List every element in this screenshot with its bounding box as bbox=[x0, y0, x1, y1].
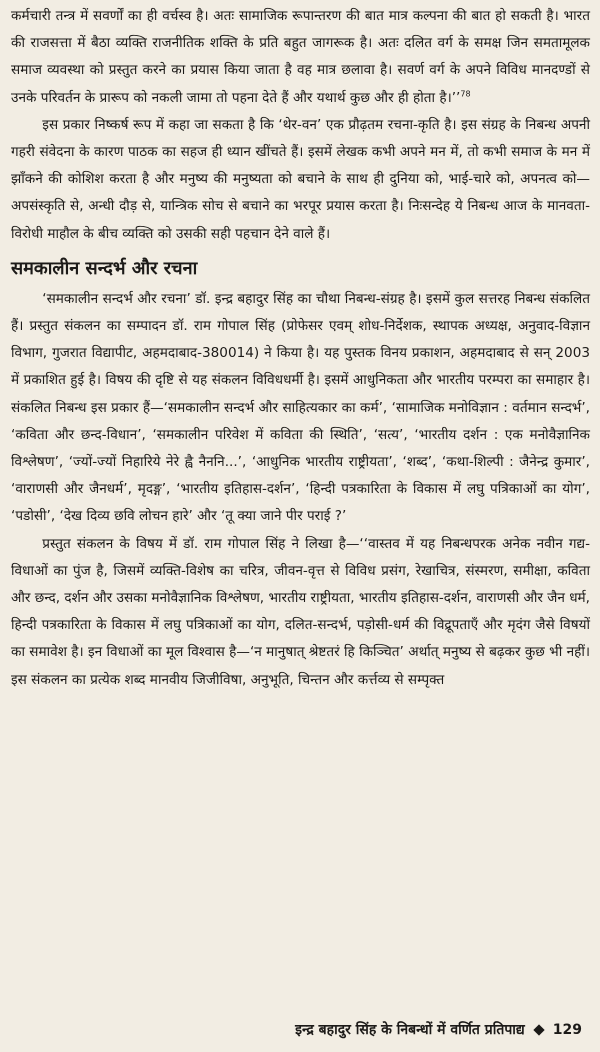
section-heading: समकालीन सन्दर्भ और रचना bbox=[11, 257, 198, 279]
footnote-marker: 78 bbox=[460, 89, 471, 99]
paragraph-3: ‘समकालीन सन्दर्भ और रचना’ डॉ. इन्द्र बहादुर सिंह का चौथा निबन्ध-संग्रह है। इसमें कुल सत्तरह निबन्ध संकलित हैं। प्रस्तुत संकलन का सम्पादन डॉ. राम गोपाल सिंह (प्रोफेसर एवम् शोध-निर्देशक, स्थापक अध्यक्ष, अनुवाद-विज्ञान विभाग, गुजरात विद्यापीट, अहमदाबाद-380014) ने किया है। यह पुस्तक विनय प्रकाशन, अहमदाबाद से सन् 2003 में प्रकाशित हुई है। विषय की दृष्टि से यह संकलन विविधधर्मी है। इसमें आधुनिकता और भारतीय परम्परा का समाहार है। संकलित निबन्ध इस प्रकार हैं—‘समकालीन सन्दर्भ और साहित्यकार का कर्म’, ‘सामाजिक मनोविज्ञान : वर्तमान सन्दर्भ’, ‘कविता और छन्द-विधान’, ‘समकालीन परिवेश में कविता की स्थिति’, ‘सत्य’, ‘भारतीय दर्शन : एक मनोवैज्ञानिक विश्लेषण’, ‘ज्यों-ज्यों निहारिये नेरे ह्वै नैननि...’, ‘आधुनिक भारतीय राष्ट्रीयता’, ‘शब्द’, ‘कथा-शिल्पी : जैनेन्द्र कुमार’, ‘वाराणसी और जैनधर्म’, मृदङ्ग’, ‘भारतीय इतिहास-दर्शन’, ‘हिन्दी पत्रकारिता के विकास में लघु पत्रिकाओं का योग’, ‘पडोसी’, ‘देख दिव्य छवि लोचन हारे’ और ‘तू क्या जाने पीर पराई ?’ bbox=[11, 290, 590, 525]
running-title: इन्द्र बहादुर सिंह के निबन्धों में वर्णित प्रतिपाद्य bbox=[295, 1022, 525, 1038]
diamond-icon bbox=[533, 1024, 544, 1035]
paragraph-1-text: कर्मचारी तन्त्र में सवर्णों का ही वर्चस्व है। अतः सामाजिक रूपान्तरण की बात मात्र कल्पना की बात हो सकती है। भारत की राजसत्ता में बैठा व्यक्ति राजनीतिक शक्ति के प्रति बहुत जागरूक है। अतः दलित वर्ग के समक्ष जिन समतामूलक समाज व्यवस्था को प्रस्तुत करने का प्रयास किया जाता है वह मात्र छलावा है। सवर्ण वर्ग के अपने विविध मानदण्डों से उनके परिवर्तन के प्रारूप को नकली जामा तो पहना देते हैं और यथार्थ कुछ और ही होता है।’’ bbox=[11, 8, 590, 106]
body-text bbox=[11, 3, 590, 694]
paragraph-4: प्रस्तुत संकलन के विषय में डॉ. राम गोपाल सिंह ने लिखा है—‘‘वास्तव में यह निबन्धपरक अनेक नवीन गद्य-विधाओं का पुंज है, जिसमें व्यक्ति-विशेष का चरित्र, जीवन-वृत्त से विविध प्रसंग, रेखाचित्र, संस्मरण, समीक्षा, कविता और छन्द, दर्शन और उसका मनोवैज्ञानिक विश्लेषण, भारतीय राष्ट्रीयता, भारतीय इतिहास-दर्शन, वाराणसी और जैन धर्म, हिन्दी पत्रकारिता के विकास में लघु पत्रिकाओं का योग, दलित-सन्दर्भ, पड़ोसी-धर्म की विद्रूपताएँ और मृदंग जैसे विषयों का समावेश है। इन विधाओं का मूल विश्वास है—‘न मानुषात् श्रेष्टतरं हि किञ्चित’ अर्थात् मनुष्य से बढ़कर कुछ भी नहीं। इस संकलन का प्रत्येक शब्द मानवीय जिजीविषा, अनुभूति, चिन्तन और कर्त्तव्य से सम्पृक्त bbox=[11, 535, 591, 688]
page-number: 129 bbox=[552, 1021, 582, 1038]
paragraph-2: इस प्रकार निष्कर्ष रूप में कहा जा सकता है कि ‘थेर-वन’ एक प्रौढ़तम रचना-कृति है। इस संग्रह के निबन्ध अपनी गहरी संवेदना के कारण पाठक का सहज ही ध्यान खींचते हैं। इसमें लेखक कभी अपने मन में, तो कभी समाज के मन में झाँकने की कोशिश करता है और मनुष्य की मनुष्यता को बचाने के साथ ही दुनिया को, भाई-चारे को, अपनत्व को—अपसंस्कृति से, अन्धी दौड़ से, यान्त्रिक सोच से बचाने का भरपूर प्रयास करता है। निःसन्देह ये निबन्ध आज के मानवता-विरोधी माहौल के बीच व्यक्ति को उसकी सही पहचान देने वाले हैं। bbox=[11, 116, 590, 242]
page-footer bbox=[295, 1020, 582, 1039]
paragraph-1 bbox=[11, 3, 590, 112]
